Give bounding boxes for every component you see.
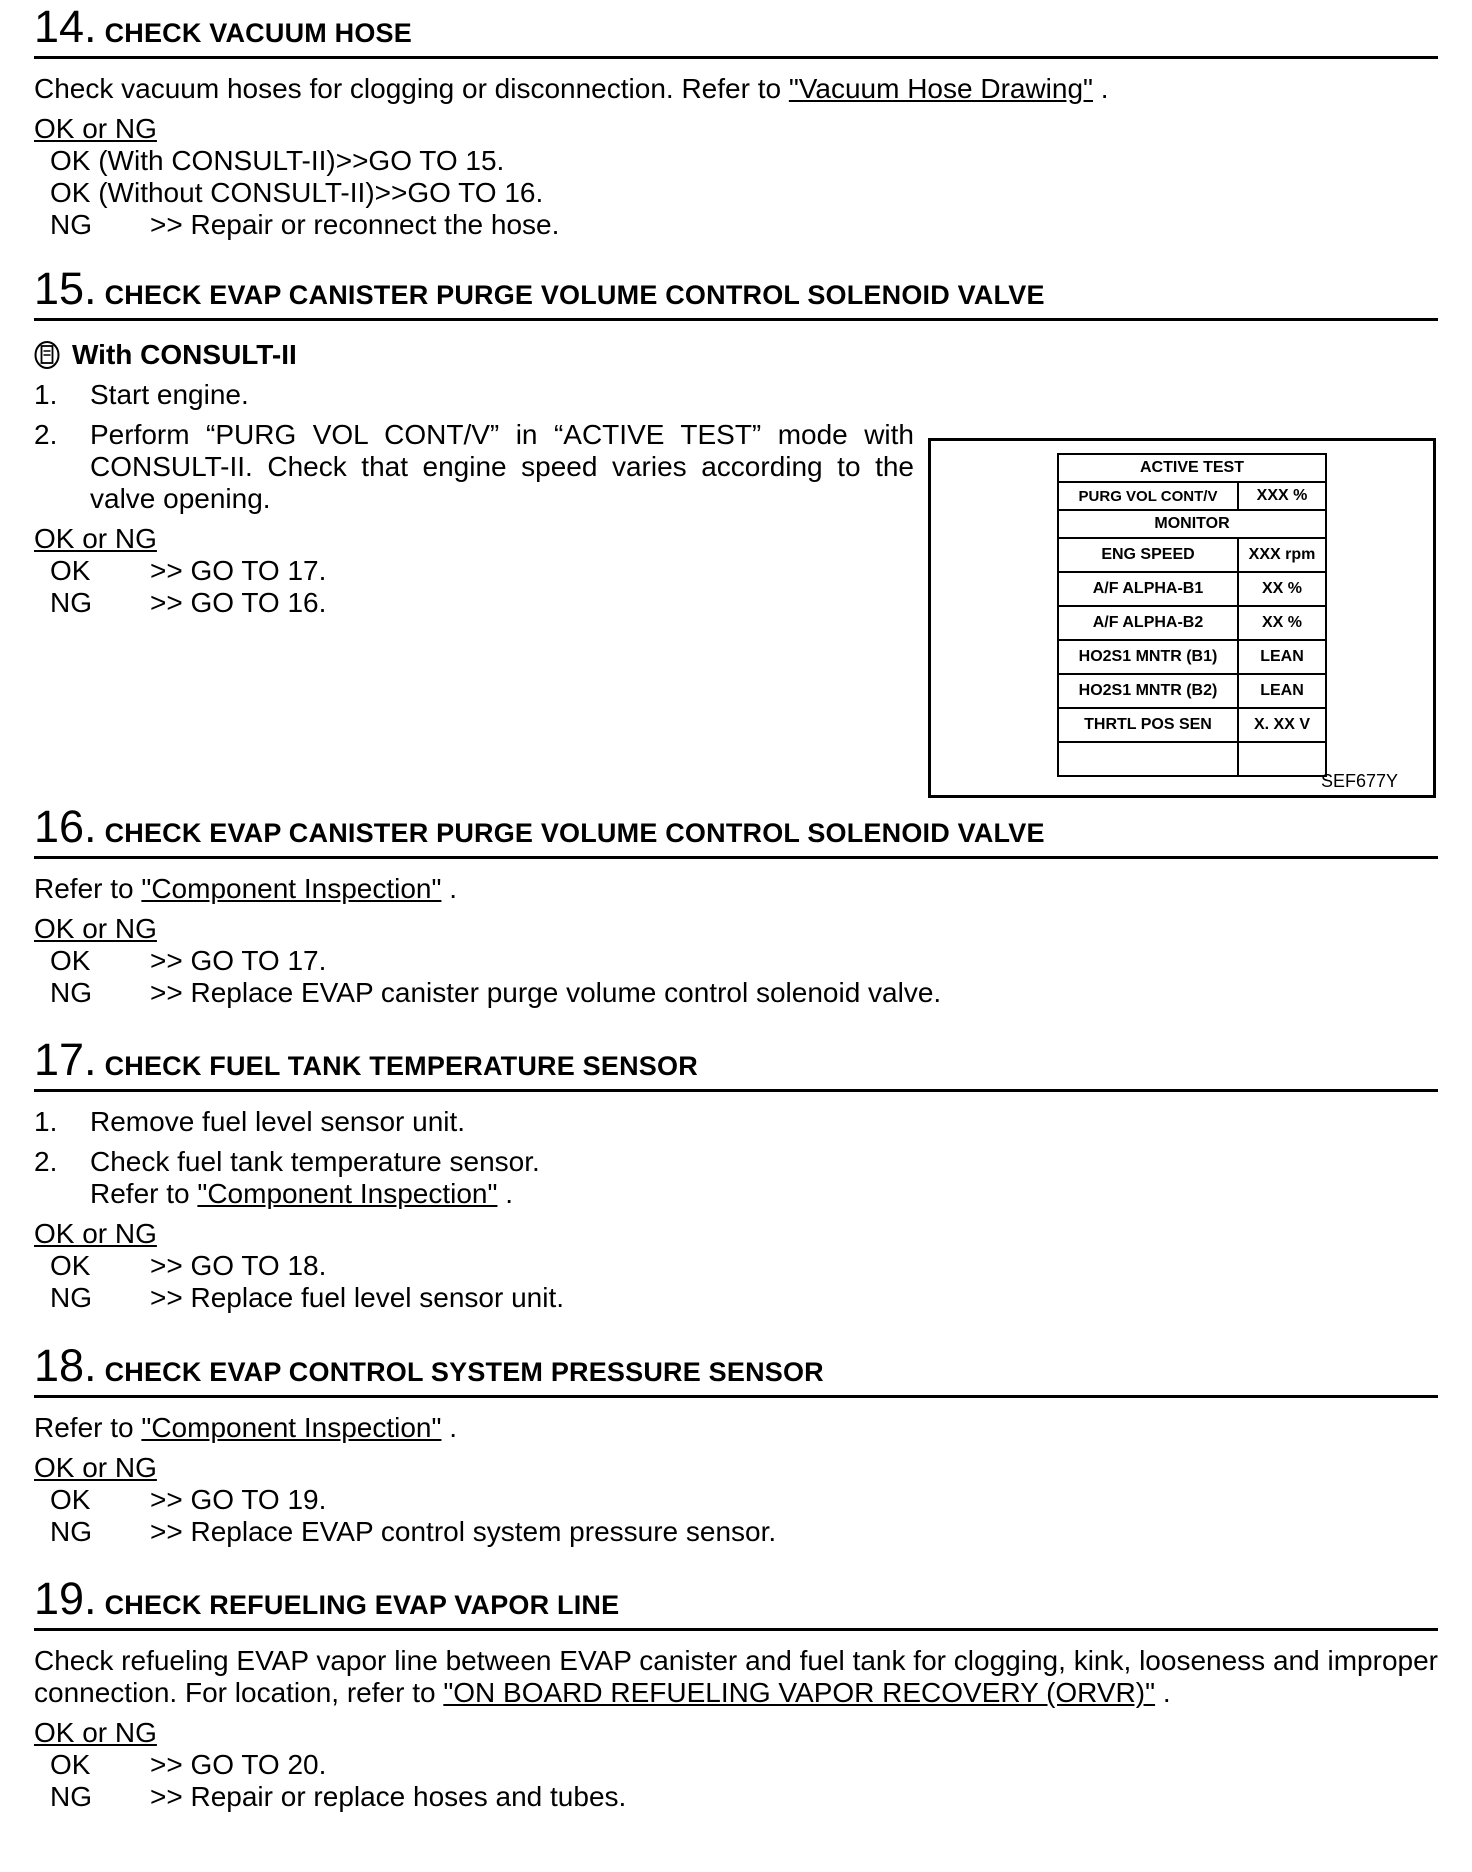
result-action: >> GO TO 19. — [150, 1484, 327, 1515]
step-number: 15. — [34, 263, 97, 314]
monitor-value: LEAN — [1238, 674, 1326, 708]
result-code: NG — [50, 1282, 92, 1313]
result-action: >> Repair or reconnect the hose. — [150, 209, 560, 240]
service-manual-page — [34, 0, 1438, 1842]
result-action: >> GO TO 20. — [150, 1749, 327, 1780]
divider — [34, 1089, 1438, 1092]
component-inspection-link[interactable]: "Component Inspection" — [141, 873, 442, 904]
result-code: NG — [50, 1516, 92, 1547]
monitor-value: X. XX V — [1238, 708, 1326, 742]
results — [50, 945, 1438, 1009]
monitor-value: XX % — [1238, 606, 1326, 640]
item-number: 2. — [34, 1146, 58, 1177]
step-16 — [34, 800, 1438, 1033]
results — [50, 1484, 1438, 1548]
result-action: >> GO TO 17. — [150, 555, 327, 586]
step-title: CHECK FUEL TANK TEMPERATURE SENSOR — [104, 1051, 698, 1081]
result-code: OK (With CONSULT-II)>>GO TO 15. — [50, 145, 505, 176]
step-title: CHECK VACUUM HOSE — [104, 18, 412, 48]
ok-or-ng-label: OK or NG — [34, 1452, 157, 1483]
orvr-link[interactable]: "ON BOARD REFUELING VAPOR RECOVERY (ORVR)" — [443, 1677, 1156, 1708]
result-row — [50, 145, 1438, 177]
step-title: CHECK REFUELING EVAP VAPOR LINE — [104, 1590, 620, 1620]
result-code: OK — [50, 945, 91, 976]
monitor-label: HO2S1 MNTR (B1) — [1058, 640, 1238, 674]
text: . — [441, 873, 458, 904]
consult-mode-header — [34, 339, 1438, 371]
step-header — [34, 1339, 1438, 1395]
monitor-label: THRTL POS SEN — [1058, 708, 1238, 742]
ok-or-ng-label: OK or NG — [34, 1717, 157, 1748]
text: Check refueling EVAP vapor line between EVAP canister and fuel tank for clogging, kink, looseness and improper connection. For location, refer to — [34, 1645, 1438, 1708]
step-number: 16. — [34, 801, 97, 852]
item-number: 2. — [34, 419, 58, 450]
step-title: CHECK EVAP CONTROL SYSTEM PRESSURE SENSOR — [104, 1357, 824, 1387]
monitor-label: A/F ALPHA-B1 — [1058, 572, 1238, 606]
purg-vol-value: XXX % — [1238, 482, 1326, 510]
result-action: >> GO TO 16. — [150, 587, 327, 618]
result-row — [50, 209, 1438, 241]
step-title: CHECK EVAP CANISTER PURGE VOLUME CONTROL SOLENOID VALVE — [104, 280, 1045, 310]
result-code: OK — [50, 1484, 91, 1515]
step-number: 17. — [34, 1034, 97, 1085]
result-code: OK — [50, 1749, 91, 1780]
divider — [34, 856, 1438, 859]
active-test-header: ACTIVE TEST — [1058, 454, 1326, 482]
procedure-list — [34, 1106, 1438, 1210]
step-header — [34, 262, 1438, 318]
divider — [34, 1628, 1438, 1631]
text: Check vacuum hoses for clogging or disconnection. Refer to — [34, 73, 789, 104]
text: . — [1093, 73, 1109, 104]
purg-vol-label: PURG VOL CONT/V — [1058, 482, 1238, 510]
item-text: Perform “PURG VOL CONT/V” in “ACTIVE TEST” mode with CONSULT-II. Check that engine speed varies according to the valve opening. — [90, 419, 914, 514]
text: . — [1155, 1677, 1171, 1708]
list-item — [34, 419, 914, 515]
text: Refer to — [34, 1412, 142, 1443]
step-number: 18. — [34, 1340, 97, 1391]
ok-or-ng-label: OK or NG — [34, 913, 157, 944]
procedure-list — [34, 379, 914, 515]
empty-cell — [1238, 742, 1326, 776]
divider — [34, 56, 1438, 59]
instruction-text — [34, 1412, 1438, 1444]
result-action: >> Replace EVAP control system pressure sensor. — [150, 1516, 777, 1547]
monitor-value: XX % — [1238, 572, 1326, 606]
monitor-value: XXX rpm — [1238, 538, 1326, 572]
result-action: >> GO TO 17. — [150, 945, 327, 976]
step-header — [34, 1572, 1438, 1628]
result-row — [50, 977, 1438, 1009]
step-header — [34, 0, 1438, 56]
list-item — [34, 1106, 1438, 1138]
results — [50, 145, 1438, 241]
result-row — [50, 1250, 1438, 1282]
instruction-text — [34, 73, 1438, 105]
result-action: >> Repair or replace hoses and tubes. — [150, 1781, 627, 1812]
result-code: NG — [50, 977, 92, 1008]
result-row — [50, 1749, 1438, 1781]
text: . — [441, 1412, 458, 1443]
step-19 — [34, 1572, 1438, 1842]
divider — [34, 318, 1438, 321]
item-text: Start engine. — [90, 379, 249, 410]
result-action: >> GO TO 18. — [150, 1250, 327, 1281]
results — [50, 1250, 1438, 1314]
monitor-value: LEAN — [1238, 640, 1326, 674]
step-17 — [34, 1033, 1438, 1339]
text: Refer to — [34, 873, 142, 904]
figure-code: SEF677Y — [1321, 771, 1399, 791]
results — [50, 1749, 1438, 1813]
list-item — [34, 1146, 1438, 1210]
step-header — [34, 800, 1438, 856]
ok-or-ng-label: OK or NG — [34, 523, 157, 554]
result-action: >> Replace fuel level sensor unit. — [150, 1282, 565, 1313]
result-code: OK (Without CONSULT-II)>>GO TO 16. — [50, 177, 544, 208]
result-row — [50, 1484, 1438, 1516]
result-action: >> Replace EVAP canister purge volume control solenoid valve. — [150, 977, 942, 1008]
instruction-text — [34, 1645, 1438, 1709]
consult-active-test-figure — [928, 438, 1436, 798]
vacuum-hose-drawing-link[interactable]: "Vacuum Hose Drawing" — [788, 73, 1093, 104]
item-number: 1. — [34, 379, 58, 410]
step-14 — [34, 0, 1438, 262]
refer-text: Refer to — [90, 1178, 198, 1209]
component-inspection-link[interactable]: "Component Inspection" — [197, 1178, 498, 1209]
result-row — [50, 1781, 1438, 1813]
result-row — [50, 177, 1438, 209]
result-code: NG — [50, 209, 92, 240]
result-code: NG — [50, 1781, 92, 1812]
monitor-label: HO2S1 MNTR (B2) — [1058, 674, 1238, 708]
result-row — [50, 1516, 1438, 1548]
ok-or-ng-label: OK or NG — [34, 1218, 157, 1249]
component-inspection-link[interactable]: "Component Inspection" — [141, 1412, 442, 1443]
monitor-header: MONITOR — [1058, 510, 1326, 538]
item-text-line: Check fuel tank temperature sensor. — [90, 1146, 540, 1177]
empty-cell — [1058, 742, 1238, 776]
monitor-label: ENG SPEED — [1058, 538, 1238, 572]
result-code: OK — [50, 1250, 91, 1281]
result-code: OK — [50, 555, 91, 586]
consult-ii-icon — [34, 340, 60, 370]
ok-or-ng-label: OK or NG — [34, 113, 157, 144]
step-18 — [34, 1339, 1438, 1572]
monitor-label: A/F ALPHA-B2 — [1058, 606, 1238, 640]
step-header — [34, 1033, 1438, 1089]
step-title: CHECK EVAP CANISTER PURGE VOLUME CONTROL SOLENOID VALVE — [104, 818, 1045, 848]
item-text: Remove fuel level sensor unit. — [90, 1106, 466, 1137]
consult-label: With CONSULT-II — [72, 339, 297, 370]
step-number: 19. — [34, 1573, 97, 1624]
result-row — [50, 1282, 1438, 1314]
item-text — [90, 1146, 1438, 1210]
active-test-table — [1057, 453, 1327, 777]
step-number: 14. — [34, 1, 97, 52]
divider — [34, 1395, 1438, 1398]
result-row — [50, 945, 1438, 977]
result-code: NG — [50, 587, 92, 618]
list-item — [34, 379, 914, 411]
instruction-text — [34, 873, 1438, 905]
text: . — [497, 1178, 514, 1209]
item-number: 1. — [34, 1106, 58, 1137]
